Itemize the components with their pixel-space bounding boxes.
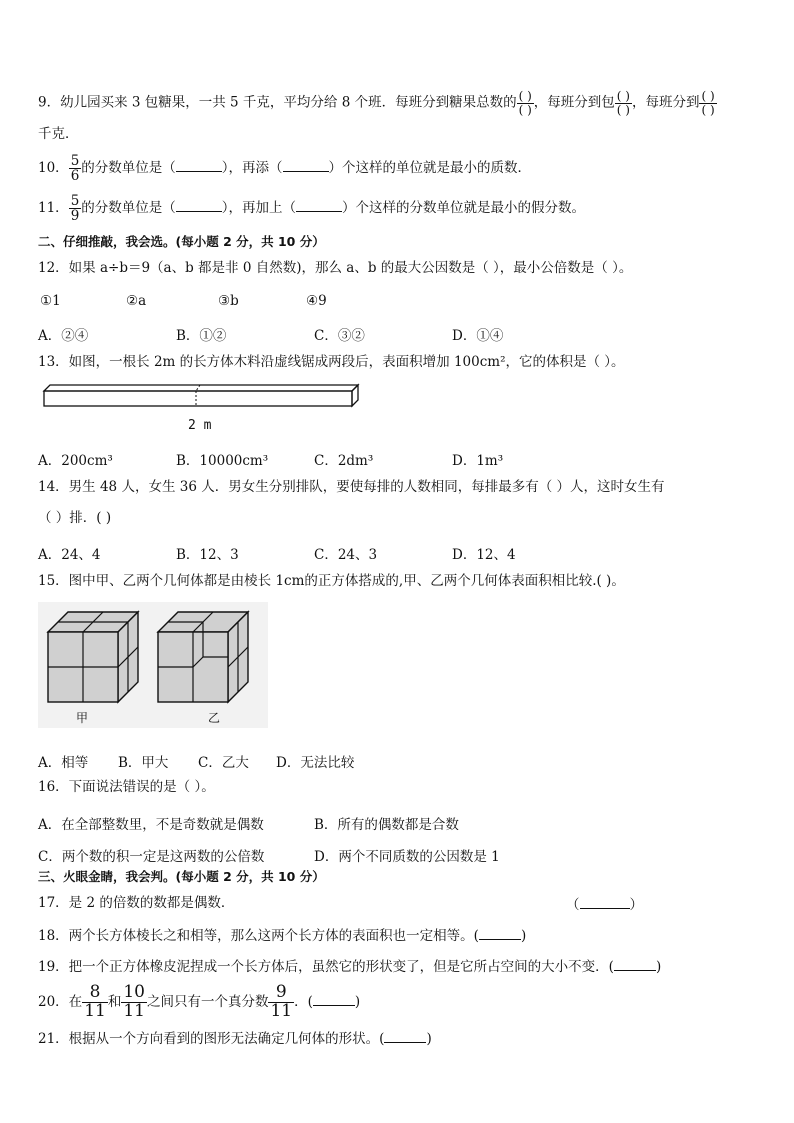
q14-question: 14．男生 48 人，女生 36 人．男女生分别排队，要使每排的人数相同，每排最多有（ ）人，这时女生有 xyxy=(38,479,665,495)
q20-fraction-3: $\frac{9}{11}$ xyxy=(270,982,293,1021)
q12-choice-4: ④9 xyxy=(306,293,327,309)
q15-option-c[interactable]: C．乙大 xyxy=(198,755,249,771)
q14-option-b[interactable]: B．12、3 xyxy=(176,547,239,563)
q16-option-d[interactable]: D．两个不同质数的公因数是 1 xyxy=(314,849,500,865)
q9-line2: 千克． xyxy=(38,126,79,142)
q16-option-a[interactable]: A．在全部整数里，不是奇数就是偶数 xyxy=(38,817,264,833)
q16-question: 16．下面说法错误的是（ ）。 xyxy=(38,779,215,795)
q15-option-d[interactable]: D．无法比较 xyxy=(276,755,355,771)
q20-fraction-1: $\frac{8}{11}$ xyxy=(84,982,106,1021)
q11-blank-1[interactable] xyxy=(176,200,222,212)
q14-option-a[interactable]: A．24、4 xyxy=(38,547,101,563)
q12-option-b[interactable]: B．①② xyxy=(176,328,227,344)
q12-option-a[interactable]: A．②④ xyxy=(38,328,89,344)
section-3-heading: 三、火眼金睛，我会判。(每小题 2 分，共 10 分） xyxy=(38,869,325,884)
q14-option-d[interactable]: D．12、4 xyxy=(452,547,516,563)
q9-text-c: ，每班分到 xyxy=(631,94,700,111)
q15-option-b[interactable]: B．甲大 xyxy=(118,755,169,771)
q10-blank-1[interactable] xyxy=(176,160,222,172)
q9-fraction-1[interactable]: $\frac{( )}{( )}$ xyxy=(518,89,532,117)
q15-label-jia: 甲 xyxy=(76,711,89,725)
q16-option-b[interactable]: B．所有的偶数都是合数 xyxy=(314,817,459,833)
q12-option-c[interactable]: C．③② xyxy=(314,328,365,344)
q9-fraction-2[interactable]: $\frac{( )}{( )}$ xyxy=(616,89,630,117)
q14-question-2: （ ）排．( ) xyxy=(38,510,112,526)
section-2-heading: 二、仔细推敲，我会选。(每小题 2 分，共 10 分） xyxy=(38,234,325,249)
q11-blank-2[interactable] xyxy=(296,200,342,212)
q13-option-b[interactable]: B．10000cm³ xyxy=(176,453,269,469)
q15-cube-figure xyxy=(38,602,268,728)
q15-option-a[interactable]: A．相等 xyxy=(38,755,89,771)
q20-fraction-2: $\frac{10}{11}$ xyxy=(123,982,145,1021)
q21-question: 21．根据从一个方向看到的图形无法确定几何体的形状。( ) xyxy=(38,1031,432,1047)
q11-line: 11． $\frac{5}{9}$ 的分数单位是（ ），再加上（ ）个这样的分数单位就是最小的假分数。 xyxy=(38,193,586,225)
q14-option-c[interactable]: C．24、3 xyxy=(314,547,378,563)
q13-option-d[interactable]: D．1m³ xyxy=(452,453,504,469)
q9-line1 xyxy=(38,90,717,116)
q9-text-b: ，每班分到包 xyxy=(533,94,615,111)
q18-question: 18．两个长方体棱长之和相等，那么这两个长方体的表面积也一定相等。( ) xyxy=(38,928,527,944)
q19-question: 19．把一个正方体橡皮泥捏成一个长方体后，虽然它的形状变了，但是它所占空间的大小不变．( ) xyxy=(38,959,662,975)
q17-answer[interactable]: （ ） xyxy=(566,897,643,913)
q11-fraction: $\frac{5}{9}$ xyxy=(70,193,80,225)
q16-option-c[interactable]: C．两个数的积一定是这两数的公倍数 xyxy=(38,849,265,865)
q12-question: 12．如果 a÷b＝9（a、b 都是非 0 自然数)，那么 a、b 的最大公因数是（ ），最小公倍数是（ ）。 xyxy=(38,260,633,276)
q10-fraction: $\frac{5}{6}$ xyxy=(70,153,80,185)
q18-answer-blank[interactable] xyxy=(479,928,521,940)
q20-question: 20．在 $\frac{8}{11}$ 和 $\frac{10}{11}$ 之间只有一个真分数 $\frac{9}{11}$ ．( ) xyxy=(38,982,361,1021)
q13-beam-figure xyxy=(40,382,360,414)
q17-question: 17．是 2 的倍数的数都是偶数． xyxy=(38,895,235,911)
q10-blank-2[interactable] xyxy=(283,160,329,172)
q9-fraction-3[interactable]: $\frac{( )}{( )}$ xyxy=(701,89,715,117)
q15-question: 15．图中甲、乙两个几何体都是由棱长 1cm的正方体搭成的,甲、乙两个几何体表面积相比较.( )。 xyxy=(38,573,625,589)
q13-figure-label: 2 m xyxy=(188,418,212,433)
q12-choice-1: ①1 xyxy=(40,293,61,309)
cube-jia xyxy=(48,612,138,702)
q12-choice-2: ②a xyxy=(126,293,147,309)
q13-question: 13．如图，一根长 2m 的长方体木料沿虚线锯成两段后，表面积增加 100cm²，它的体积是（ ）。 xyxy=(38,354,625,370)
q13-option-c[interactable]: C．2dm³ xyxy=(314,453,374,469)
q21-answer-blank[interactable] xyxy=(384,1031,426,1043)
q13-option-a[interactable]: A．200cm³ xyxy=(38,453,113,469)
q12-option-d[interactable]: D．①④ xyxy=(452,328,504,344)
q10-line: 10． $\frac{5}{6}$ 的分数单位是（ ），再添（ ）个这样的单位就是最小的质数． xyxy=(38,153,532,185)
q12-choice-3: ③b xyxy=(218,293,239,309)
q19-answer-blank[interactable] xyxy=(614,959,656,971)
q9-text-a: 9．幼儿园买来 3 包糖果，一共 5 千克，平均分给 8 个班．每班分到糖果总数的 xyxy=(38,94,517,111)
q15-label-yi: 乙 xyxy=(208,711,221,725)
q20-answer-blank[interactable] xyxy=(313,994,355,1006)
